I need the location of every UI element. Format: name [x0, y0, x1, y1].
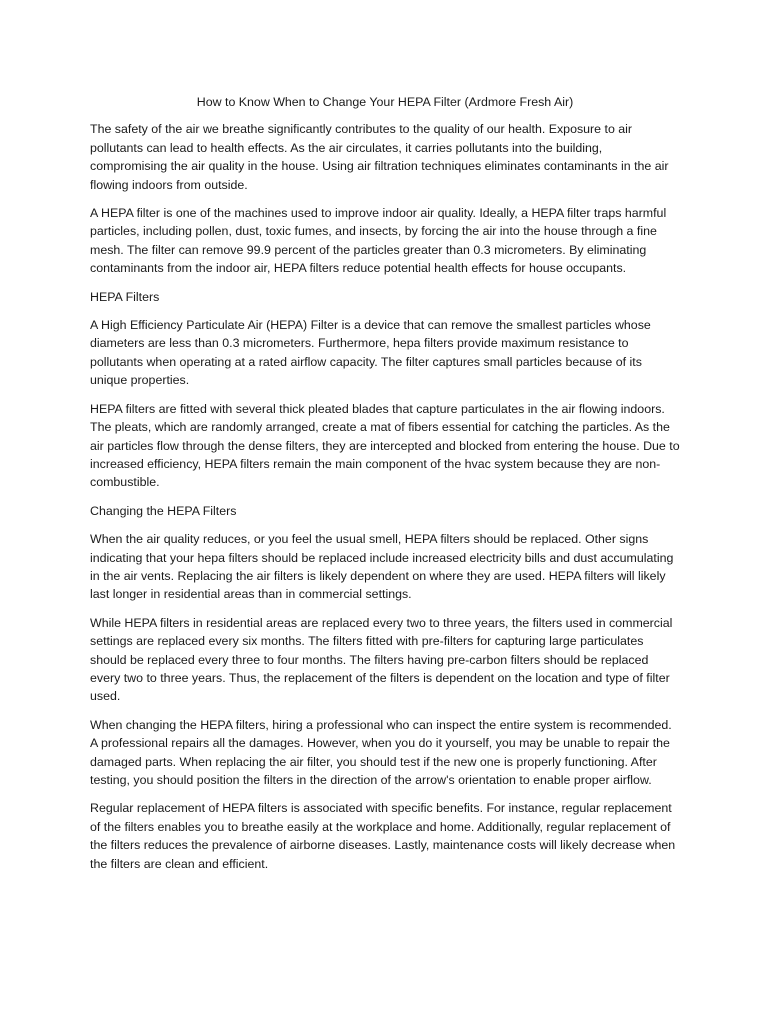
paragraph-replacement-signs: When the air quality reduces, or you feel the usual smell, HEPA filters should be replaced. Other signs indicating that your hepa filters should be replaced include increased electricity bills and dust accumulating in the air vents. Replacing the air filters is likely dependent on where they are used. HEPA filters will likely last longer in residential areas than in commercial settings. — [90, 532, 674, 602]
paragraph-intro: The safety of the air we breathe significantly contributes to the quality of our health. Exposure to air pollutants can lead to health effects. As the air circulates, it carries pollutants into the building, compromising the air quality in the house. Using air filtration techniques eliminates contaminants in the air flowing indoors from outside. — [90, 122, 669, 192]
section-heading-changing-filters: Changing the HEPA Filters — [90, 503, 237, 518]
paragraph-hepa-structure: HEPA filters are fitted with several thick pleated blades that capture particulates in the air flowing indoors. The pleats, which are randomly arranged, create a mat of fibers essential for catching the particles. As the air particles flow through the dense filters, they are intercepted and blocked from entering the house. Due to increased efficiency, HEPA filters remain the main component of the hvac system because they are non-combustible. — [90, 401, 680, 490]
paragraph-hepa-overview: A HEPA filter is one of the machines used to improve indoor air quality. Ideally, a HEPA filter traps harmful particles, including pollen, dust, toxic fumes, and insects, by forcing the air into the house through a fine mesh. The filter can remove 99.9 percent of the particles greater than 0.3 micrometers. By eliminating contaminants from the indoor air, HEPA filters reduce potential health effects for house occupants. — [90, 206, 667, 276]
section-heading-hepa-filters: HEPA Filters — [90, 289, 160, 304]
document-title: How to Know When to Change Your HEPA Filter (Ardmore Fresh Air) — [196, 95, 574, 109]
paragraph-hepa-definition: A High Efficiency Particulate Air (HEPA) Filter is a device that can remove the smallest particles whose diameters are less than 0.3 micrometers. Furthermore, hepa filters provide maximum resistance to pollutants when operating at a rated airflow capacity. The filter captures small particles because of its unique properties. — [90, 318, 651, 388]
paragraph-benefits: Regular replacement of HEPA filters is associated with specific benefits. For instance, regular replacement of the filters enables you to breathe easily at the workplace and home. Additionally, regular replacement of the filters reduces the prevalence of airborne diseases. Lastly, maintenance costs will likely decrease when the filters are clean and efficient. — [90, 801, 676, 871]
paragraph-professional-help: When changing the HEPA filters, hiring a professional who can inspect the entire system is recommended. A professional repairs all the damages. However, when you do it yourself, you may be unable to repair the damaged parts. When replacing the air filter, you should test if the new one is properly functioning. After testing, you should position the filters in the direction of the arrow's orientation to enable proper airflow. — [90, 717, 672, 787]
paragraph-replacement-schedule: While HEPA filters in residential areas are replaced every two to three years, the filters used in commercial settings are replaced every six months. The filters fitted with pre-filters for capturing large particulates should be replaced every three to four months. The filters having pre-carbon filters should be replaced every two to three years. Thus, the replacement of the filters is dependent on the location and type of filter used. — [90, 615, 673, 704]
document-body — [90, 93, 680, 883]
